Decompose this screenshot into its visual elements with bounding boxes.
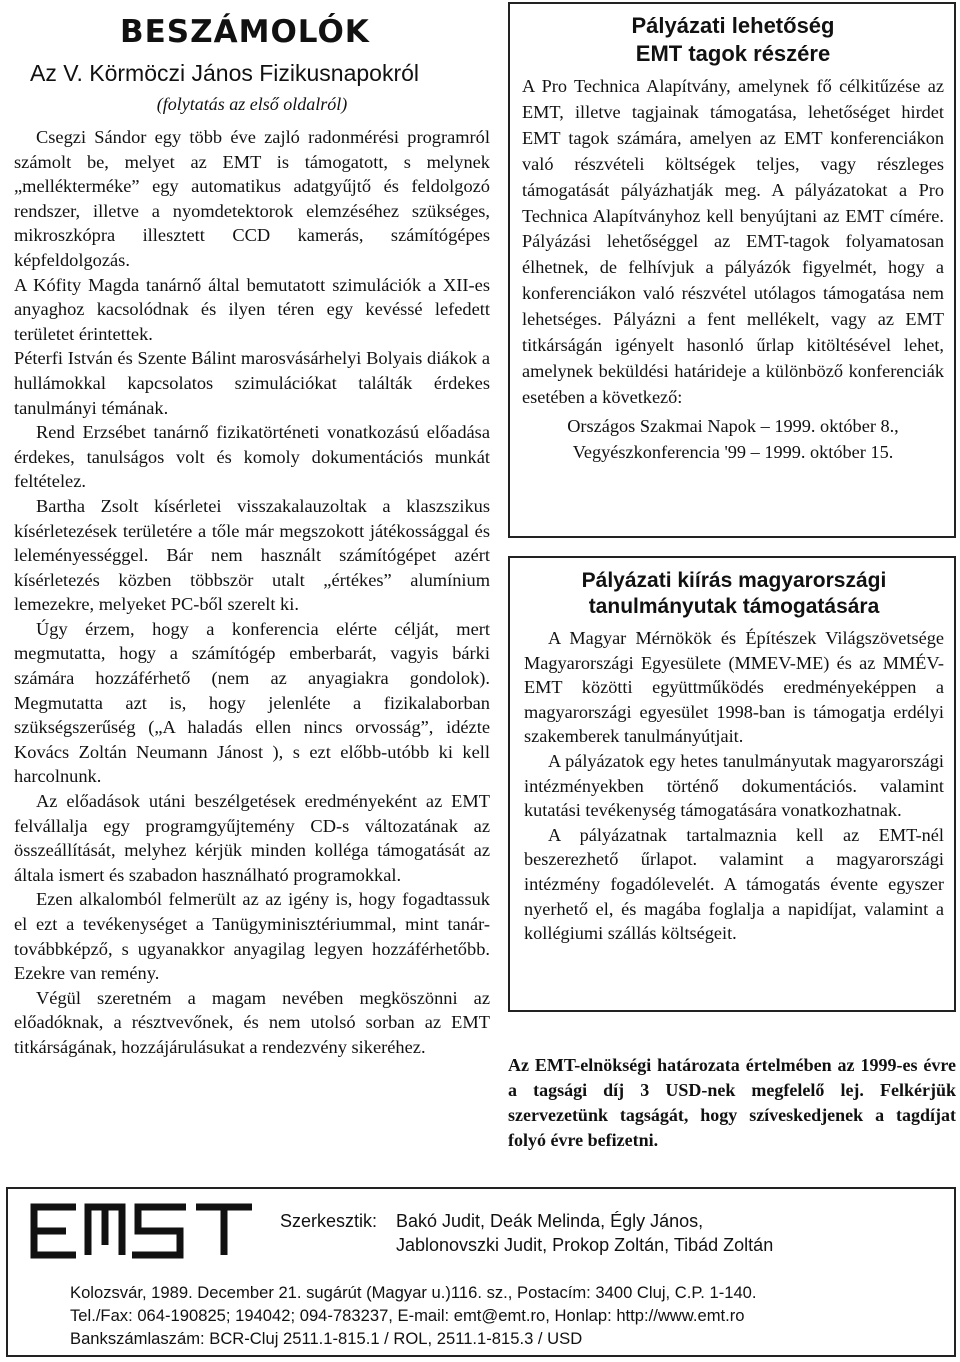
article-subtitle: (folytatás az első oldalról) [156,94,348,114]
membership-fee-notice: Az EMT-elnökségi határozata értelmében az 1999-es évre a tagsági díj 3 USD-nek megfelelő lej. Felkérjük szervezetünk tagságát, hogy szíveskedjenek a tagdíjat folyó évre befizetni. [508,1055,956,1150]
box-paragraph: A pályázatnak tartalmaznia kell az EMT-nél beszerezhető űrlapot. valamint a magyarországi intézmény fogadólevelét. A támogatás évente egyszer nyerhető el, és magába foglalja a napidíjat, valamint a kollégiumi szállás költségeit. [524,824,944,944]
box-title: EMT tagok részére [635,41,831,66]
grant-box-emt-members [508,2,956,538]
grant-box-study-trips [508,556,956,1012]
article-paragraph: Végül szeretném a magam nevében megköszönni az előadóknak, a résztvevőnek, és nem utolsó sorban az EMT titkárságának, hozzájárulásukat a rendezvény sikeréhez. [14,987,490,1057]
box-title: Pályázati kiírás magyarországi [581,569,887,592]
article-paragraph: Ezen alkalomból felmerült az az igény is, hogy fogadtassuk el ezt a tevékenységet a Tanügyminisztériummal, mint tanár-továbbképző, s ugyanakkor anyagilag legyen hozzáférhetőbb. Ezekre van remény. [14,889,490,984]
article-paragraph: Az előadások utáni beszélgetések eredményeként az EMT felvállalja egy programgyűjtemény CD-s változatának az összeállítását, melyhez kérjük minden kolléga támogatását az általa ismert és szabadon használható programokkal. [14,791,490,885]
box-body [524,626,944,946]
box-paragraph: A Magyar Mérnökök és Építészek Világszövetsége Magyarországi Egyesülete (MMEV-ME) és az MMÉV-EMT közötti együttműködés eredményeképpen a magyarországi egyesület 1998-ban is támogatja erdélyi szakemberek tanulmányútjait. [524,628,944,747]
box-paragraph: A pályázatok egy hetes tanulmányutak magyarországi intézményekben történő dokumentációs. valamint kutatási tevékenység támogatására vonatkozhatnak. [524,750,944,821]
editors-names: Jablonovszki Judit, Prokop Zoltán, Tibád Zoltán [396,1235,774,1255]
article-paragraph: Csegzi Sándor egy több éve zajló radonmérési programról számolt be, melyet az EMT is támogatott, s melynek „mellékterméke” egy automatikus adatgyűjtő és feldolgozó rendszer, illetve a nyomdetektorok elemzéséhez szükséges, mikroszkópra illesztett CCD kamerás, számítógépes képfeldolgozás. [14,127,490,270]
box-paragraph: A Pro Technica Alapítvány, amelynek fő célkitűzése az EMT, illetve tagjainak támogatása, lehetőséget hirdet EMT tagok számára, amelyen az EMT konferenciákon való részvételi költségek teljes, vagy részleges támogatását pályázhatják meg. A pályázatokat a Pro Technica Alapítványhoz kell benyújtani az EMT címére. Pályázási lehetőséggel az EMT-tagok folyamatosan élhetnek, de felhívjuk a pályázók figyelmét, hogy a konferenciákon való részvétel utólagos támogatása nem lehetséges. Pályázni a fent mellékelt, vagy az EMT titkárságán igényelt hasonló űrlap kitöltésével lehet, amelynek beküldési határideje a különböző konferenciák esetében a következő: [522,76,944,407]
article-paragraph: Bartha Zsolt kísérletei visszakalauzoltak a klaszszikus kísérletezések területére a tőle már megszokott játékossággal és leleményességgel. Bár nem használt számítógépet azért kísérletezés közben többször utalt „értékes” alumínium lemezekre, melyeket PC-ből szerelt ki. [14,495,490,615]
article-paragraph: A Kófity Magda tanárnő által bemutatott szimulációk a XII-es anyaghoz kacsolódnak és ilyen téren egy kevéssé lefedett területet érintettek. [14,274,490,344]
editors-label: Szerkesztik: [280,1211,378,1231]
deadline-list [522,414,944,466]
bank-account-line: Bankszámlaszám: BCR-Cluj 2511.1-815.1 / ROL, 2511.1-815.3 / USD [70,1329,583,1348]
section-title: BESZÁMOLÓK [120,14,370,50]
contact-line: Tel./Fax: 064-190825; 194042; 094-783237, E-mail: emt@emt.ro, Honlap: http://www.emt.ro [70,1306,745,1325]
address-line: Kolozsvár, 1989. December 21. sugárút (Magyar u.)116. sz., Postacím: 3400 Cluj, C.P. 1-140. [70,1283,757,1302]
box-title: tanulmányutak támogatására [588,595,880,618]
article-title: Az V. Körmöczi János Fizikusnapokról [30,60,420,86]
emt-logo [26,1201,256,1261]
article-paragraph: Rend Erzsébet tanárnő fizikatörténeti vonatkozású előadása érdekes, tanulságos volt és komoly dokumentációs munkát feltételez. [14,422,490,492]
footer [6,1187,956,1357]
article-paragraph: Péterfi István és Szente Bálint marosvásárhelyi Bolyais diákok a hullámokkal kapcsolatos szimulációkat találták érdekes tanulmányi témának. [14,348,490,418]
editors-names: Bakó Judit, Deák Melinda, Égly János, [396,1211,704,1231]
article-paragraph: Úgy érzem, hogy a konferencia elérte célját, mert megmutatta, hogy a számítógép emberbarát, vagyis bárki számára hozzáférhető (nem az anyagiakra gondolok). Megmutatta azt is, hogy jelenléte a fizikalaborban szükségszerűség („A haladás ellen nincs orvosság”, idézte Kovács Zoltán Neumann Jánost ), s ezt előbb-utóbb ki kell harcolnunk. [14,618,490,787]
box-body [522,74,944,466]
article-body [14,125,490,1060]
deadline-item: Vegyészkonferencia '99 – 1999. október 15. [572,441,894,462]
box-title: Pályázati lehetőség [631,13,835,38]
deadline-item: Országos Szakmai Napok – 1999. október 8., [567,415,899,436]
